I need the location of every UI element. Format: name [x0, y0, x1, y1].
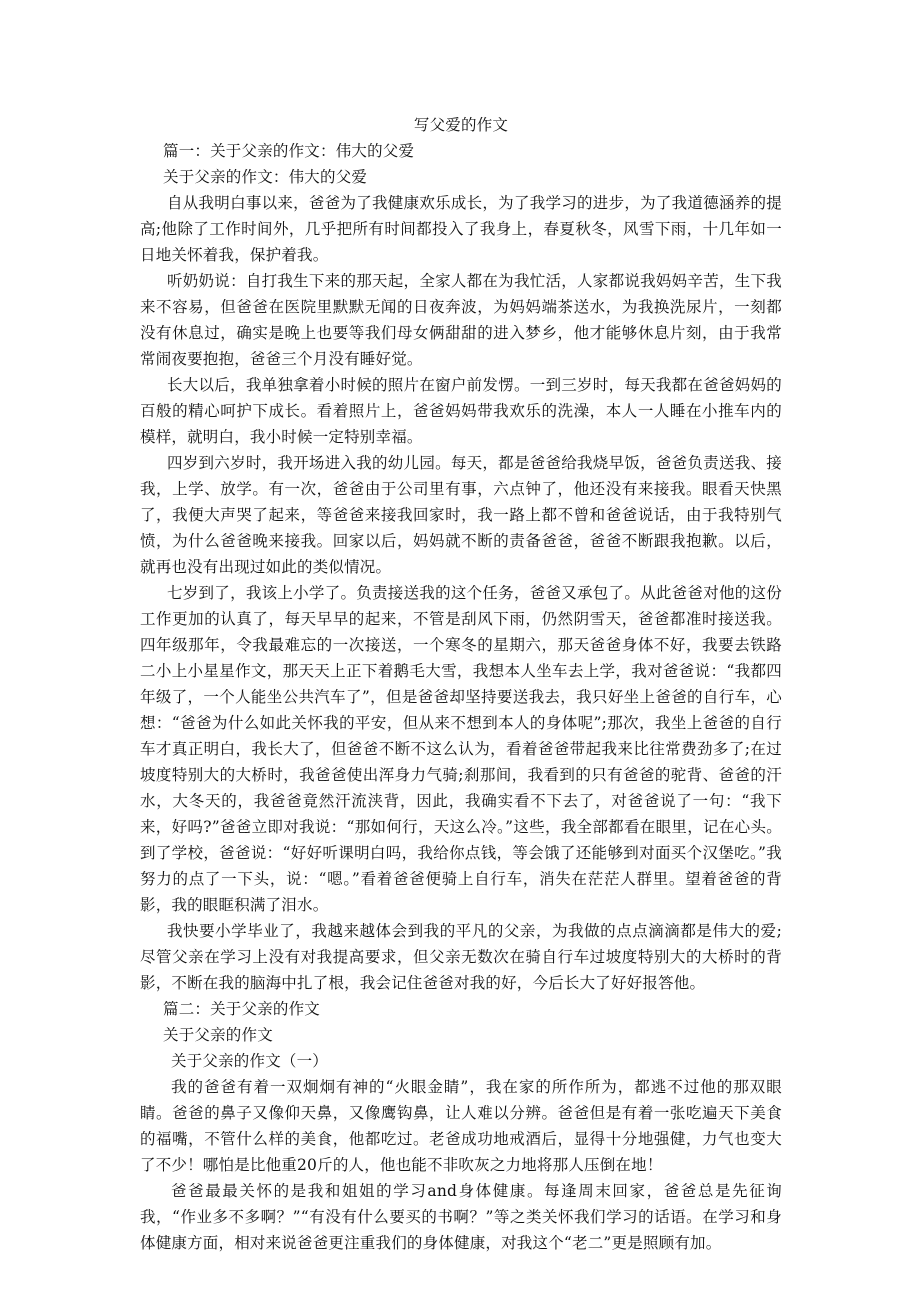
section1-paragraph: 长大以后，我单独拿着小时候的照片在窗户前发愣。一到三岁时，每天我都在爸爸妈妈的百般的精心呵护下成长。看着照片上，爸爸妈妈带我欢乐的洗澡，本人一人睡在小推车内的模样，就明白，我小时候一定特别幸福。: [140, 376, 782, 446]
section1-heading: 篇一：关于父亲的作文：伟大的父爱: [163, 142, 415, 160]
section1-paragraph: 自从我明白事以来，爸爸为了我健康欢乐成长，为了我学习的进步，为了我道德涵养的提高;他除了工作时间外，几乎把所有时间都投入了我身上，春夏秋冬，风雪下雨，十几年如一日地关怀着我，保护着我。: [140, 194, 782, 264]
document-page: [140, 112, 782, 1256]
section1-paragraph: 七岁到了，我该上小学了。负责接送我的这个任务，爸爸又承包了。从此爸爸对他的这份工作更加的认真了，每天早早的起来，不管是刮风下雨，仍然阴雪天，爸爸都准时接送我。四年级那年，令我最难忘的一次接送，一个寒冬的星期六，那天爸爸身体不好，我要去铁路二小上小星星作文，那天天上正下着鹅毛大雪，我想本人坐车去上学，我对爸爸说：“我都四年级了，一个人能坐公共汽车了”，但是爸爸却坚持要送我去，我只好坐上爸爸的自行车，心想：“爸爸为什么如此关怀我的平安，但从来不想到本人的身体呢”;那次，我坐上爸爸的自行车才真正明白，我长大了，但爸爸不断不这么认为，看着爸爸带起我来比往常费劲多了;在过坡度特别大的大桥时，我爸爸使出浑身力气骑;刹那间，我看到的只有爸爸的驼背、爸爸的汗水，大冬天的，我爸爸竟然汗流浃背，因此，我确实看不下去了，对爸爸说了一句：“我下来，好吗?”爸爸立即对我说：“那如何行，天这么冷。”这些，我全部都看在眼里，记在心头。到了学校，爸爸说：“好好听课明白吗，我给你点钱，等会饿了还能够到对面买个汉堡吃。”我努力的点了一下头，说：“嗯。”看着爸爸便骑上自行车，消失在茫茫人群里。望着爸爸的背影，我的眼眶积满了泪水。: [140, 584, 782, 914]
section1-paragraph: 听奶奶说：自打我生下来的那天起，全家人都在为我忙活，人家都说我妈妈辛苦，生下我来不容易，但爸爸在医院里默默无闻的日夜奔波，为妈妈端茶送水，为我换洗尿片，一刻都没有休息过，确实是晚上也要等我们母女俩甜甜的进入梦乡，他才能够休息片刻，由于我常常闹夜要抱抱，爸爸三个月没有睡好觉。: [140, 272, 782, 368]
section2-paragraph: 爸爸最最关怀的是我和姐姐的学习and身体健康。每逢周末回家，爸爸总是先征询我，“作业多不多啊？”“有没有什么要买的书啊？”等之类关怀我们学习的话语。在学习和身体健康方面，相对来说爸爸更注重我们的身体健康，对我这个“老二”更是照顾有加。: [140, 1182, 782, 1252]
section2-subheading: 关于父亲的作文: [163, 1026, 273, 1044]
section1-subheading: 关于父亲的作文：伟大的父爱: [163, 168, 368, 186]
section2-paragraph: 我的爸爸有着一双炯炯有神的“火眼金睛”，我在家的所作所为，都逃不过他的那双眼睛。爸爸的鼻子又像仰天鼻，又像鹰钩鼻，让人难以分辨。爸爸但是有着一张吃遍天下美食的福嘴，不管什么样的美食，他都吃过。老爸成功地戒酒后，显得十分地强健，力气也变大了不少！哪怕是比他重20斤的人，他也能不非吹灰之力地将那人压倒在地！: [140, 1078, 782, 1174]
section1-paragraph: 四岁到六岁时，我开场进入我的幼儿园。每天，都是爸爸给我烧早饭，爸爸负责送我、接我，上学、放学。有一次，爸爸由于公司里有事，六点钟了，他还没有来接我。眼看天快黑了，我便大声哭了起来，等爸爸来接我回家时，我一路上都不曾和爸爸说话，由于我特别气愤，为什么爸爸晚来接我。回家以后，妈妈就不断的责备爸爸，爸爸不断跟我抱歉。以后，就再也没有出现过如此的类似情况。: [140, 454, 782, 576]
section2-subheading2: 关于父亲的作文（一）: [171, 1052, 329, 1070]
section1-paragraph: 我快要小学毕业了，我越来越体会到我的平凡的父亲，为我做的点点滴滴都是伟大的爱;尽管父亲在学习上没有对我提高要求，但父亲无数次在骑自行车过坡度特别大的大桥时的背影，不断在我的脑海中扎了根，我会记住爸爸对我的好，今后长大了好好报答他。: [140, 922, 782, 992]
section2-heading: 篇二：关于父亲的作文: [163, 1000, 321, 1018]
document-title: 写父爱的作文: [413, 116, 509, 134]
